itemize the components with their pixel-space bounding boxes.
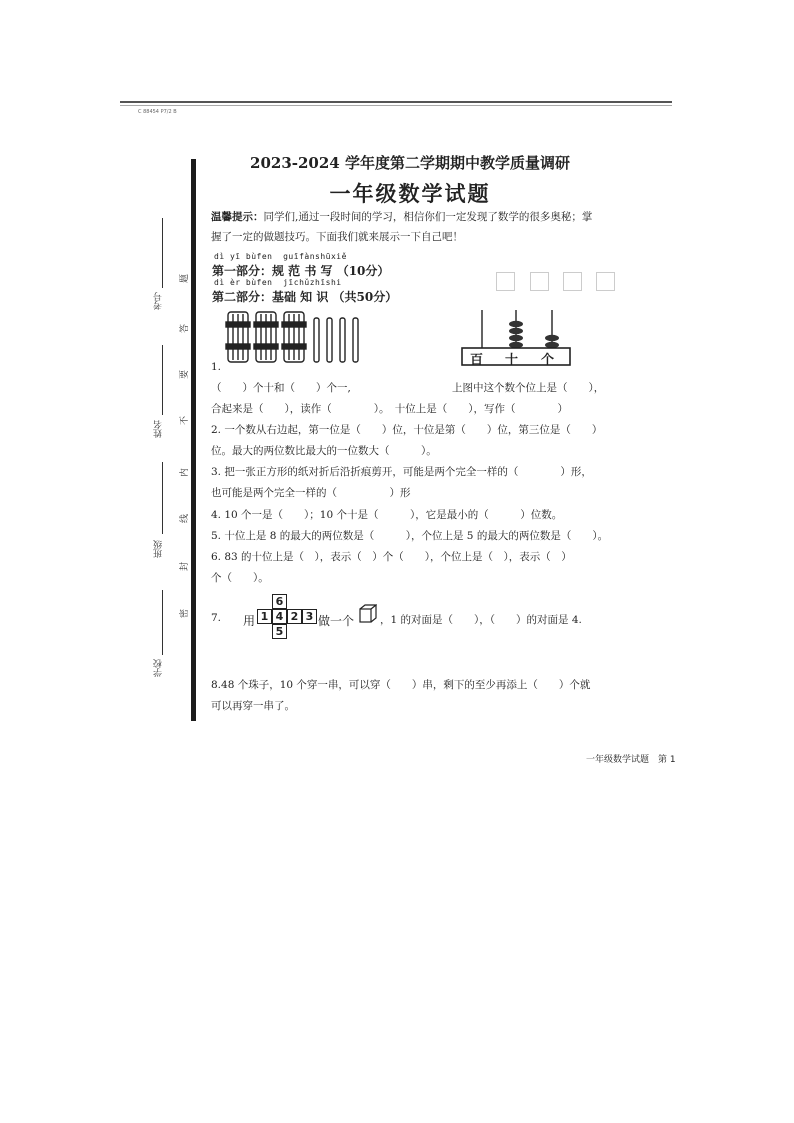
exam-subtitle: 一年级数学试题 (329, 181, 491, 206)
writing-box (596, 272, 615, 291)
top-rule-thin (120, 105, 672, 106)
part2-title: 第二部分：基础 知 识 （共50分） (212, 290, 398, 304)
exam-title: 2023-2024 学年度第二学期期中教学质量调研 (250, 154, 570, 172)
net-face-bottom: 5 (272, 624, 287, 639)
q1-part-a: （ ）个十和（ ）个一, (211, 382, 351, 394)
seal-char: 不 (180, 415, 191, 426)
q2-line-2: 位。最大的两位数比最大的一位数大（ ）。 (211, 445, 437, 457)
net-face-top: 6 (272, 594, 287, 609)
part2-pinyin: dì èr bùfen jīchǔzhīshi (214, 278, 342, 287)
part1-pinyin: dì yī bùfen guīfànshūxiě (214, 252, 347, 261)
q7-rest: ，1 的对面是（ ），（ ）的对面是 4. (380, 614, 582, 626)
tip-text-1: 同学们,通过一段时间的学习，相信你们一定发现了数学的很多奥秘；掌 (263, 211, 593, 223)
q1-number: 1. (211, 361, 222, 373)
abacus-label-hundreds: 百 (470, 353, 484, 368)
single-sticks (314, 318, 358, 362)
side-label-exam-no: 考号 (154, 292, 164, 310)
page-footer: 一年级数学试题 第 1 (586, 755, 676, 765)
writing-box (563, 272, 582, 291)
seal-char: 题 (180, 273, 191, 284)
fill-line-school[interactable] (162, 590, 163, 655)
side-label-class: 班级 (154, 540, 164, 558)
q7-use: 用 (243, 614, 256, 628)
tip-line-1 (211, 209, 592, 224)
cube-icon (359, 604, 377, 624)
q4: 4. 10 个一是（ ）；10 个十是（ ），它是最小的（ ）位数。 (211, 509, 563, 521)
stick-bundle (282, 312, 306, 362)
net-face: 3 (302, 609, 317, 624)
seal-char: 答 (180, 323, 191, 334)
q1-part-b: 上图中这个数个位上是（ ）， (452, 382, 605, 394)
q6-line-1: 6. 83 的十位上是（ ），表示（ ）个（ ），个位上是（ ），表示（ ） (211, 551, 572, 563)
tip-line-2: 握了一定的做题技巧。下面我们就来展示一下自己吧！ (211, 231, 463, 243)
q5: 5. 十位上是 8 的最大的两位数是（ ），个位上是 5 的最大的两位数是（ ）。 (211, 530, 609, 542)
seal-char: 密 (180, 608, 191, 619)
net-face: 2 (287, 609, 302, 624)
binding-bar (191, 159, 196, 721)
tip-label: 温馨提示： (211, 211, 264, 223)
side-label-name: 姓名 (154, 420, 164, 438)
stick-bundle (226, 312, 250, 362)
q2-line-1: 2. 一个数从右边起，第一位是（ ）位，十位是第（ ）位，第三位是（ ） (211, 424, 603, 436)
counting-sticks-illustration (224, 308, 364, 366)
print-code: C 88454 P7/2 B (138, 109, 177, 115)
fill-line-name[interactable] (162, 345, 163, 415)
top-rule (120, 101, 672, 103)
part1-title: 第一部分：规 范 书 写 （10分） (212, 264, 390, 278)
q7-make: 做一个 (318, 614, 355, 628)
q8-line-1: 8.48 个珠子，10 个穿一串，可以穿（ ）串，剩下的至少再添上（ ）个就 (211, 679, 591, 691)
writing-box (530, 272, 549, 291)
q3-line-2: 也可能是两个完全一样的（ ）形 (211, 487, 411, 499)
seal-char: 封 (180, 561, 191, 572)
stick-bundle (254, 312, 278, 362)
abacus-label-tens: 十 (505, 353, 519, 368)
q8-line-2: 可以再穿一串了。 (211, 700, 295, 712)
seal-char: 内 (180, 467, 191, 478)
abacus-label-ones: 个 (541, 353, 555, 368)
q3-line-1: 3. 把一张正方形的纸对折后沿折痕剪开，可能是两个完全一样的（ ）形， (211, 466, 592, 478)
net-face: 1 (257, 609, 272, 624)
writing-box (496, 272, 515, 291)
seal-char: 要 (180, 369, 191, 380)
q6-line-2: 个（ ）。 (211, 572, 269, 584)
fill-line-exam-no[interactable] (162, 218, 163, 288)
net-face: 4 (272, 609, 287, 624)
side-label-school: 学校 (154, 659, 164, 677)
seal-char: 线 (180, 513, 191, 524)
q1-part-c: 合起来是（ ），读作（ ）。 十位上是（ ），写作（ ） (211, 403, 568, 415)
cube-net (257, 594, 317, 644)
fill-line-class[interactable] (162, 462, 163, 534)
q7-number: 7. (211, 612, 222, 624)
